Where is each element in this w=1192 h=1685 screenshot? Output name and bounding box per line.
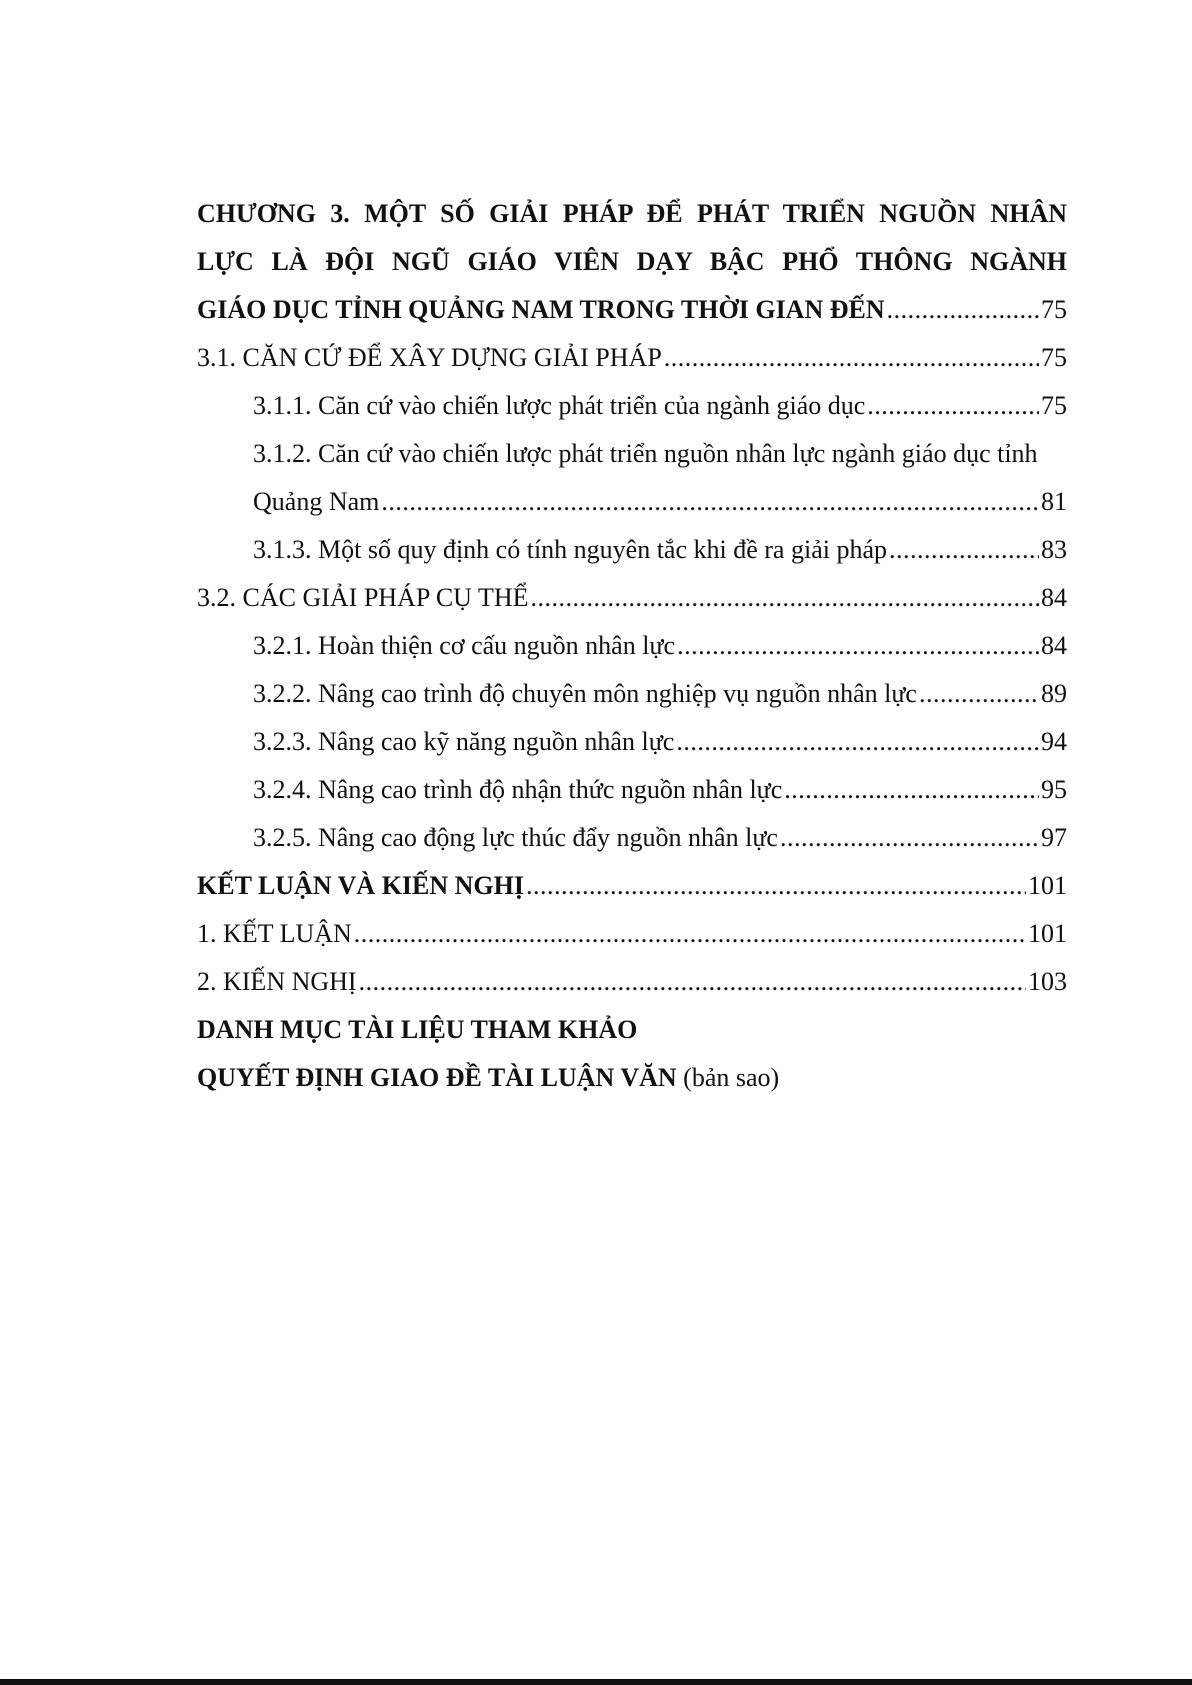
toc-entry-note: (bản sao) — [683, 1063, 780, 1092]
toc-recommendations[interactable] — [197, 958, 1067, 1006]
toc-page-number: 83 — [1041, 535, 1067, 564]
leader-dots — [526, 862, 1026, 910]
toc-entry-title: 3.2.1. Hoàn thiện cơ cấu nguồn nhân lực — [253, 631, 676, 660]
toc-entry-title: 3.2.4. Nâng cao trình độ nhận thức nguồn nhân lực — [253, 775, 783, 804]
toc-page-number: 97 — [1041, 823, 1067, 852]
leader-dots — [531, 574, 1039, 622]
toc-entry-title: 3.2.3. Nâng cao kỹ năng nguồn nhân lực — [253, 727, 675, 756]
toc-section-3-1-3[interactable] — [197, 526, 1067, 574]
toc-page-number: 101 — [1028, 871, 1067, 900]
leader-dots — [784, 766, 1039, 814]
toc-section-3-2-5[interactable] — [197, 814, 1067, 862]
toc-section-3-2-3[interactable] — [197, 718, 1067, 766]
toc-entry-title-line-1: 3.1.2. Căn cứ vào chiến lược phát triển nguồn nhân lực ngành giáo dục tỉnh — [253, 439, 1038, 468]
leader-dots — [664, 334, 1039, 382]
toc-entry-title-line-2: Quảng Nam — [253, 487, 380, 516]
toc-entry-title: 2. KIẾN NGHỊ — [197, 967, 357, 996]
toc-chapter-3-line-2: LỰC LÀ ĐỘI NGŨ GIÁO VIÊN DẠY BẬC PHỔ THÔNG NGÀNH — [197, 247, 1067, 276]
toc-references[interactable] — [197, 1006, 1067, 1054]
toc-entry-title: 3.1.1. Căn cứ vào chiến lược phát triển của ngành giáo dục — [253, 391, 866, 420]
toc-conclusion-1[interactable] — [197, 910, 1067, 958]
toc-section-3-2-1[interactable] — [197, 622, 1067, 670]
leader-dots — [889, 526, 1039, 574]
toc-page-number: 75 — [1041, 343, 1067, 372]
leader-dots — [381, 478, 1039, 526]
toc-chapter-3-line-3: GIÁO DỤC TỈNH QUẢNG NAM TRONG THỜI GIAN ĐẾN — [197, 295, 885, 324]
toc-page-number: 75 — [1041, 295, 1067, 324]
toc-section-3-2-4[interactable] — [197, 766, 1067, 814]
toc-section-3-1-1[interactable] — [197, 382, 1067, 430]
toc-section-3-2-2[interactable] — [197, 670, 1067, 718]
toc-entry-title: 3.2.2. Nâng cao trình độ chuyên môn nghiệp vụ nguồn nhân lực — [253, 679, 917, 708]
toc-entry-title: 3.1.3. Một số quy định có tính nguyên tắc khi đề ra giải pháp — [253, 535, 888, 564]
leader-dots — [867, 382, 1039, 430]
toc-chapter-3-line-1: CHƯƠNG 3. MỘT SỐ GIẢI PHÁP ĐỂ PHÁT TRIỂN NGUỒN NHÂN — [197, 199, 1067, 228]
leader-dots — [919, 670, 1039, 718]
toc-conclusion[interactable] — [197, 862, 1067, 910]
toc-entry-title: KẾT LUẬN VÀ KIẾN NGHỊ — [197, 871, 524, 900]
toc-chapter-3[interactable] — [197, 190, 1067, 334]
leader-dots — [780, 814, 1039, 862]
toc-entry-title: 3.2.5. Nâng cao động lực thúc đẩy nguồn nhân lực — [253, 823, 778, 852]
toc-section-3-2[interactable] — [197, 574, 1067, 622]
toc-entry-title: DANH MỤC TÀI LIỆU THAM KHẢO — [197, 1015, 638, 1044]
leader-dots — [676, 718, 1039, 766]
table-of-contents — [197, 190, 1067, 1102]
toc-page-number: 81 — [1041, 487, 1067, 516]
toc-page-number: 94 — [1041, 727, 1067, 756]
leader-dots — [887, 286, 1039, 334]
toc-entry-title: 3.2. CÁC GIẢI PHÁP CỤ THỂ — [197, 583, 529, 612]
toc-entry-title: QUYẾT ĐỊNH GIAO ĐỀ TÀI LUẬN VĂN — [197, 1063, 677, 1092]
toc-section-3-1[interactable] — [197, 334, 1067, 382]
toc-page-number: 101 — [1028, 919, 1067, 948]
toc-page-number: 89 — [1041, 679, 1067, 708]
leader-dots — [354, 910, 1026, 958]
toc-page-number: 95 — [1041, 775, 1067, 804]
toc-entry-title: 1. KẾT LUẬN — [197, 919, 352, 948]
toc-section-3-1-2[interactable] — [197, 430, 1067, 526]
toc-thesis-decision[interactable] — [197, 1054, 1067, 1102]
toc-page-number: 103 — [1028, 967, 1067, 996]
toc-page-number: 75 — [1041, 391, 1067, 420]
leader-dots — [359, 958, 1026, 1006]
bottom-edge-bar — [0, 1679, 1192, 1685]
toc-page-number: 84 — [1041, 583, 1067, 612]
toc-entry-title: 3.1. CĂN CỨ ĐỂ XÂY DỰNG GIẢI PHÁP — [197, 343, 662, 372]
toc-page-number: 84 — [1041, 631, 1067, 660]
leader-dots — [677, 622, 1039, 670]
